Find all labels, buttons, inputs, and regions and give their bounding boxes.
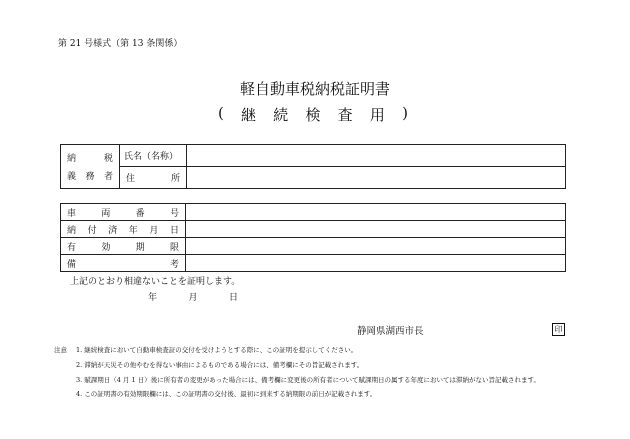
issuer-name: 静岡県湖西市長	[357, 326, 424, 337]
subtitle-open-paren: (	[218, 104, 224, 122]
note-item: 4. この証明書の有効期限欄には、この証明書の交付後、最初に到来する納期限の前日が記載されます。	[76, 390, 377, 398]
label-char: 月	[149, 225, 159, 236]
label-char: 有	[67, 242, 77, 253]
label-char: 期	[135, 242, 145, 253]
label-char: 番	[135, 208, 145, 219]
payment-date-label-cell	[61, 221, 186, 238]
certification-date	[148, 290, 238, 303]
subtitle-char: 続	[273, 106, 289, 124]
name-label: 氏名（名称）	[124, 152, 179, 162]
table-row	[61, 255, 566, 272]
notes-label: 注意	[54, 346, 67, 354]
label-char: 年	[128, 225, 138, 236]
taxpayer-table	[60, 144, 566, 189]
payment-date-value-cell[interactable]	[186, 221, 566, 238]
label-char: 日	[169, 225, 179, 236]
taxpayer-label-char: 務	[85, 172, 95, 182]
year-label: 年	[148, 293, 158, 303]
label-char: 備	[67, 259, 77, 270]
taxpayer-label-char: 税	[103, 154, 113, 164]
table-row	[61, 204, 566, 221]
address-label-char: 住	[126, 174, 136, 184]
subtitle-char: 継	[241, 106, 257, 124]
month-label: 月	[188, 293, 198, 303]
label-char: 両	[101, 208, 111, 219]
name-value-cell[interactable]	[187, 145, 566, 167]
subtitle-char: 査	[337, 106, 353, 124]
taxpayer-label-cell	[61, 145, 120, 189]
vehicle-number-label-cell	[61, 204, 186, 221]
address-label-cell	[120, 167, 187, 189]
label-char: 済	[108, 225, 118, 236]
seal-mark: 印	[552, 323, 565, 336]
document-subtitle	[218, 104, 408, 125]
label-char: 考	[169, 259, 179, 270]
note-item: 3. 賦課期日（4 月 1 日）後に所有者の変更があった場合には、備考欄に変更後の所有者について賦課期日の属する年度においては滞納がない旨記載されます。	[76, 376, 541, 384]
label-char: 限	[169, 242, 179, 253]
label-char: 号	[169, 208, 179, 219]
label-char: 効	[101, 242, 111, 253]
note-item: 2. 滞納が天災その他やむを得ない事由によるものである場合には、備考欄にその旨記載されます。	[76, 361, 364, 369]
note-item: 1. 継続検査において自動車検査証の交付を受けようとする際に、この証明を提示してください。	[76, 346, 358, 354]
subtitle-char: 検	[305, 106, 321, 124]
label-char: 付	[87, 225, 97, 236]
name-label-cell	[120, 145, 187, 167]
document-title: 軽自動車税納税証明書	[239, 80, 390, 98]
taxpayer-label-char: 納	[67, 154, 77, 164]
label-char: 納	[67, 225, 77, 236]
address-value-cell[interactable]	[187, 167, 566, 189]
table-row	[61, 221, 566, 238]
label-char: 車	[67, 208, 77, 219]
day-label: 日	[228, 293, 238, 303]
form-number: 第 21 号様式（第 13 条関係）	[58, 39, 183, 49]
taxpayer-label-char: 者	[103, 172, 113, 182]
remarks-label-cell	[61, 255, 186, 272]
table-row	[61, 238, 566, 255]
expiry-label-cell	[61, 238, 186, 255]
vehicle-number-value-cell[interactable]	[186, 204, 566, 221]
subtitle-char: 用	[369, 106, 385, 124]
taxpayer-label-char: 義	[67, 172, 77, 182]
subtitle-close-paren: )	[402, 104, 408, 122]
expiry-value-cell[interactable]	[186, 238, 566, 255]
remarks-value-cell[interactable]	[186, 255, 566, 272]
vehicle-table	[60, 203, 566, 272]
address-label-char: 所	[170, 174, 180, 184]
certification-text: 上記のとおり相違ないことを証明します。	[70, 277, 241, 287]
